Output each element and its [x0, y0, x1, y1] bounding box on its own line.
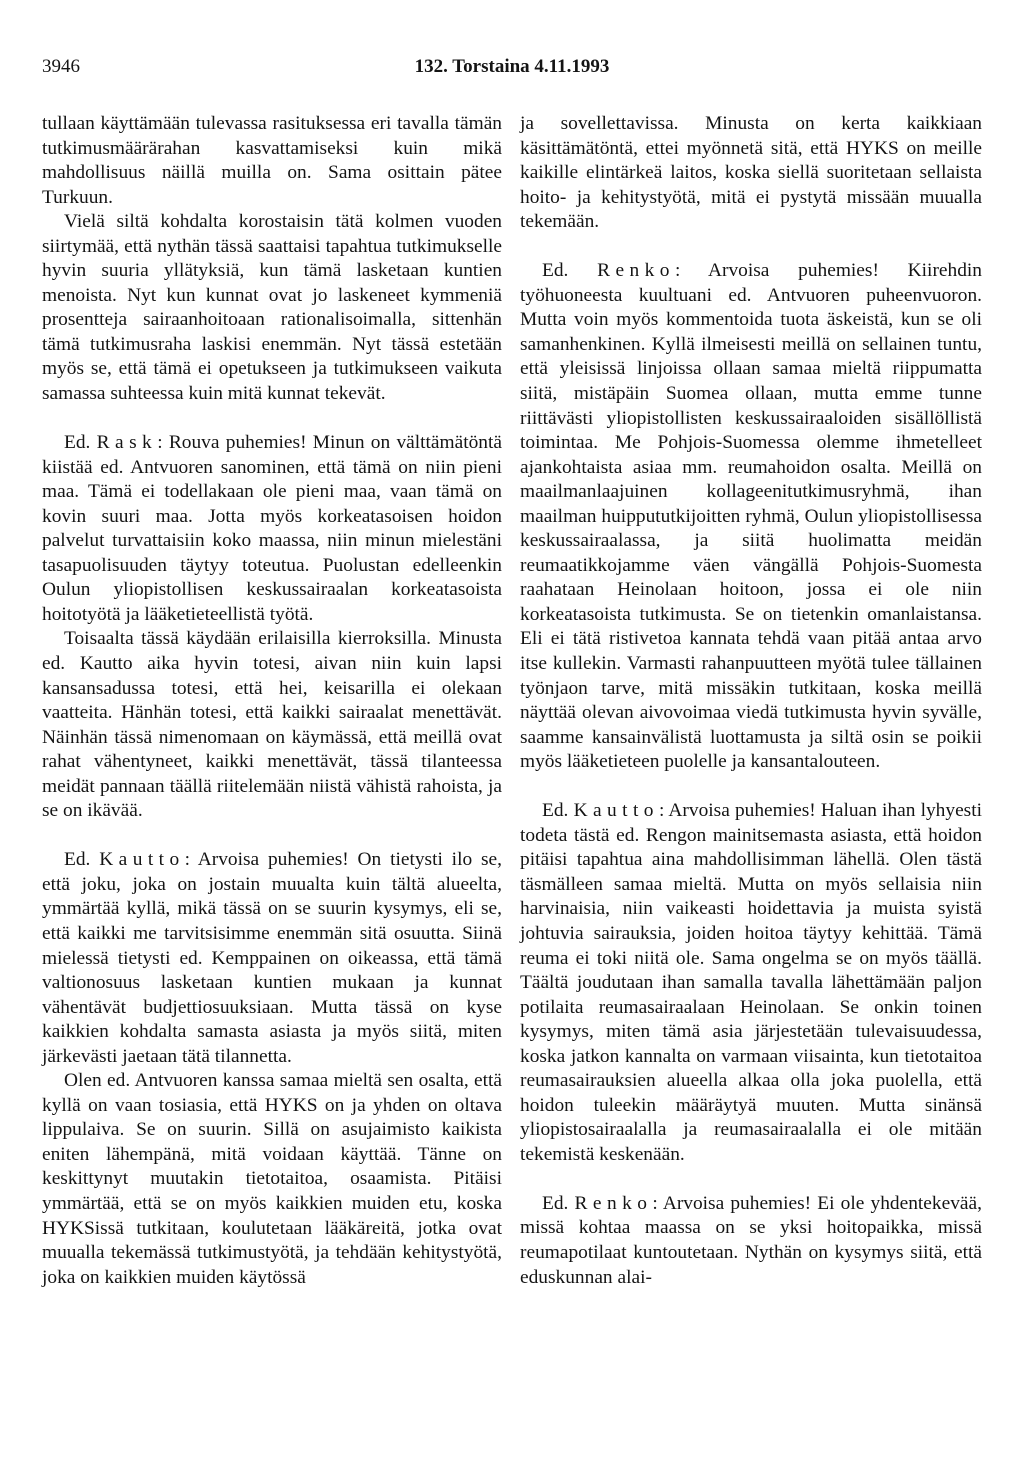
speech-prefix: Ed. — [64, 432, 97, 454]
speech-text: : Rouva puhemies! Minun on välttämätöntä kiistää ed. Antvuoren sanominen, että tämä on niin pieni maa. Tämä ei todellakaan ole pieni maa, vaan tämä on kovin suuri maa. Jotta myös korkeatasoisen hoidon palvelut turvattaisiin koko maassa, niin minun mielestäni tasapuolisuuden täytyy toteutua. Puolustan edelleenkin Oulun yliopistollisen keskussairaalan korkeatasoista hoitotyötä ja lääketieteellistä työtä. — [42, 432, 502, 625]
paragraph: Vielä siltä kohdalta korostaisin tätä kolmen vuoden siirtymää, että nythän tässä saattaisi tapahtua tutkimukselle hyvin suuria yllätyksiä, kun tämä lasketaan kuntien menoista. Nyt kun kunnat ovat jo laskeneet kymmeniä prosentteja sairaanhoitoaan rationalisoimalla, sittenhän tämä tutkimusraha laskisi enemmän. Nyt tässä estetään myös se, että tämä ei opetukseen ja tutkimukseen vaikuta samassa suhteessa kuin mitä kunnat tekevät. — [42, 211, 502, 405]
speaker-name: Renko — [597, 260, 675, 282]
speech-prefix: Ed. — [542, 1192, 575, 1214]
page-number: 3946 — [42, 56, 80, 77]
speech-prefix: Ed. — [542, 800, 574, 822]
paragraph: tullaan käyttämään tulevassa rasituksessa eri tavalla tämän tutkimusmäärärahan kasvattamiseksi kuin mikä mahdollisuus näillä muilla on. Sama osittain pätee Turkuun. — [42, 113, 502, 208]
speech-text: : Arvoisa puhemies! Ei ole yhdentekevää, missä kohtaa maassa on se yksi hoitopaikka, missä reumapotilaat kuntoutetaan. Nythän on kysymys siitä, että eduskunnan alai- — [520, 1192, 982, 1288]
page-header — [42, 56, 982, 86]
right-column — [520, 112, 982, 1290]
paragraph: Olen ed. Antvuoren kanssa samaa mieltä sen osalta, että kyllä on vaan tosiasia, että HYKS on ja yhden on oltava lippulaiva. Se on suurin. Sillä on asujaimisto kaikista eniten lähempänä, mitä voidaan käyttää. Tänne on keskittynyt muutakin tietotaitoa, osaamista. Pitäisi ymmärtää, että se on myös kaikkien muiden etu, koska HYKSissä tutkitaan, koulutetaan lääkäreitä, jotka ovat muualla tekemässä tutkimustyötä, ja tehdään kehitystyötä, joka on kaikkien muiden käytössä — [42, 1070, 502, 1288]
speech-text: : Arvoisa puhemies! On tietysti ilo se, että joku, joka on jostain muualta kuin tältä alueelta, ymmärtää kyllä, mikä tässä on se suurin kysymys, eli se, että kaikki me tarvitsisimme enemmän sitä osuutta. Siinä mielessä tietysti ed. Kemppainen on oikeassa, että tämä valtionosuus lasketaan kuntien mukaan ja kunnat vähentävät budjettiosuuksiaan. Mutta tässä on kyse kaikkien kohdalta samasta asiasta ja myös siitä, miten järkevästi jaetaan tätä tilannetta. — [42, 849, 502, 1067]
speaker-name: Kautto — [99, 849, 185, 871]
speaker-name: Renko — [574, 1192, 653, 1214]
left-column — [42, 112, 502, 1290]
speech-text: : Arvoisa puhemies! Haluan ihan lyhyesti todeta tästä ed. Rengon mainitsemasta asiasta, että hoidon pitäisi tapahtua aina mahdollisimman lähellä. Olen tästä täsmälleen samaa mieltä. Mutta on myös sellaisia niin harvinaisia, niin vaikeasti hoidettavia ja muista syistä johtuvia sairauksia, joiden hoitoa täytyy kehittää. Tämä reuma ei toki niitä ole. Sama ongelma se on myös täällä. Täältä joudutaan ihan samalla tavalla lähettämään paljon potilaita reumasairaalaan Heinolaan. Se onkin toinen kysymys, miten tämä asia järjestetään tulevaisuudessa, koska jatkon kannalta on varmaan viisainta, kun tietotaitoa reumasairauksien alueella alkaa olla joka puolella, että hoidon tuleekin määräytyä muuten. Mutta sinänsä yliopistosairaalalla ja reumasairaalalla ei ole mitään tekemistä keskenään. — [520, 800, 982, 1165]
speaker-name: Rask — [96, 432, 158, 454]
speech-prefix: Ed. — [64, 849, 100, 871]
speech-kautto — [520, 799, 982, 1167]
running-title: 132. Torstaina 4.11.1993 — [414, 56, 610, 77]
speaker-name: Kautto — [573, 800, 659, 822]
speech-renko — [520, 259, 982, 774]
paragraph: ja sovellettavissa. Minusta on kerta kaikkiaan käsittämätöntä, ettei myönnetä sitä, että HYKS on meille kaikille elintärkeä laitos, koska siellä suoritetaan sellaista hoito- ja kehitystyötä, mitä ei pystytä missään muualla tekemään. — [520, 113, 982, 233]
paragraph: Toisaalta tässä käydään erilaisilla kierroksilla. Minusta ed. Kautto aika hyvin totesi, aivan niin kuin lapsi kansansadussa totesi, että hei, keisarilla ei olekaan vaatteita. Hänhän totesi, että kaikki sairaalat menettävät. Näinhän tässä nimenomaan on käymässä, että meillä ovat rahat vähentyneet, kaikki menettävät, tässä tilanteessa meidät pannaan täällä riitelemään niistä vähistä rahoista, ja se on ikävää. — [42, 628, 502, 822]
speech-kautto — [42, 848, 502, 1069]
speech-renko — [520, 1192, 982, 1290]
speech-text: : Arvoisa puhemies! Kiirehdin työhuoneesta kuultuani ed. Antvuoren puheenvuoron. Mutta voin myös kommentoida tuota äskeistä, kun se oli samanhenkinen. Kyllä ilmeisesti meillä on sellainen tuntu, että yleisissä linjoissa ollaan samaa mieltä riippumatta siitä, mistäpäin Suomea ollaan, mutta emme tunne riittävästi yliopistollisten keskussairaaloiden sisällöllistä toimintaa. Me Pohjois-Suomessa olemme ihmetelleet ajankohtaista asiaa mm. reumahoidon osalta. Meillä on maailmanlaajuinen kollageenitutkimusryhmä, ihan maailman huippututkijoitten ryhmä, Oulun yliopistollisessa keskussairaalassa, ja siitä huolimatta meidän reumaatikkojamme väen vängällä Pohjois-Suomesta raahataan Heinolaan hoitoon, jossa ei ole niin korkeatasoista tutkimusta. Se on tietenkin omanlaistansa. Eli ei tätä ristivetoa kannata tehdä vaan pitää antaa arvo itse kullekin. Varmasti rahanpuutteen myötä tulee tällainen työnjaon tarve, mitä missäkin tutkitaan, koska meillä näyttää olevan aivovoimaa viedä tutkimusta hyvin syvälle, saamme kansainvälistä luottamusta ja siltä osin se poikii myös lääketieteen puolelle ja kansantalouteen. — [520, 260, 982, 773]
speech-prefix: Ed. — [542, 260, 598, 282]
speech-rask — [42, 431, 502, 627]
